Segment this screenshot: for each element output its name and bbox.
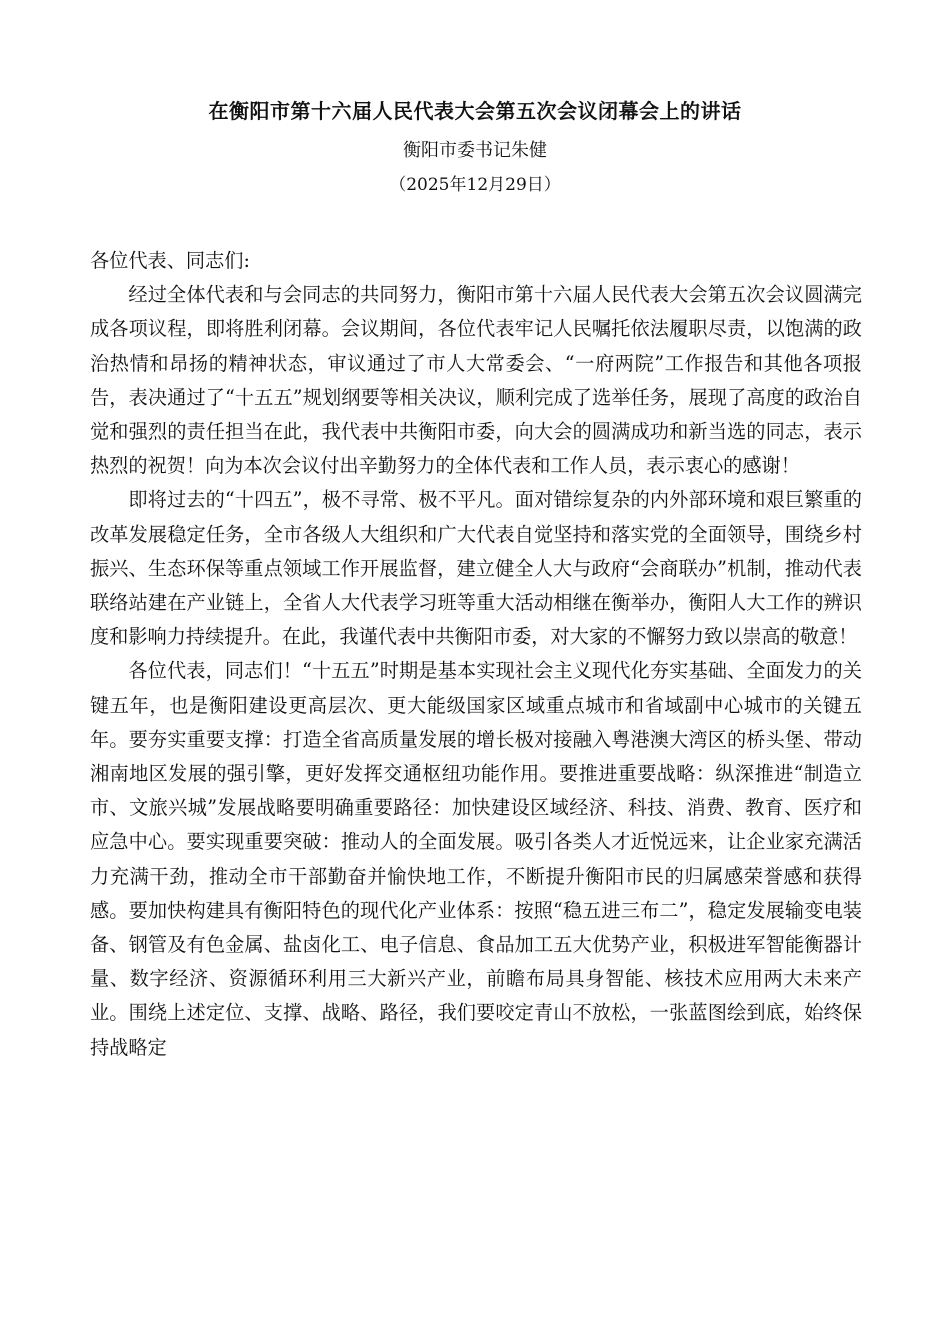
- speech-author: 衡阳市委书记朱健: [403, 140, 547, 161]
- salutation: 各位代表、同志们:: [90, 249, 250, 272]
- speech-title: 在衡阳市第十六届人民代表大会第五次会议闭幕会上的讲话: [208, 99, 742, 123]
- paragraph-3: 各位代表，同志们！“十五五”时期是基本实现社会主义现代化夯实基础、全面发力的关键五年，也是衡阳建设更高层次、更大能级国家区域重点城市和省域副中心城市的关键五年。要夯实重要支撑：打造全省高质量发展的增长极对接融入粤港澳大湾区的桥头堡、带动湘南地区发展的强引擎，更好发挥交通枢纽功能作用。要推进重要战略：纵深推进“制造立市、文旅兴城”发展战略要明确重要路径：加快建设区域经济、科技、消费、教育、医疗和应急中心。要实现重要突破：推动人的全面发展。吸引各类人才近悦远来，让企业家充满活力充满干劲，推动全市干部勤奋并愉快地工作，不断提升衡阳市民的归属感荣誉感和获得感。要加快构建具有衡阳特色的现代化产业体系：按照“稳五进三布二”，稳定发展输变电装备、钢管及有色金属、盐卤化工、电子信息、食品加工五大优势产业，积极进军智能衡器计量、数字经济、资源循环利用三大新兴产业，前瞻布局具身智能、核技术应用两大未来产业。围绕上述定位、支撑、战略、路径，我们要咬定青山不放松，一张蓝图绘到底，始终保持战略定: [90, 659, 862, 1059]
- speech-body: [90, 244, 862, 1065]
- paragraph-2: 即将过去的“十四五”，极不寻常、极不平凡。面对错综复杂的内外部环境和艰巨繁重的改革发展稳定任务，全市各级人大组织和广大代表自觉坚持和落实党的全面领导，围绕乡村振兴、生态环保等重点领域工作开展监督，建立健全人大与政府“会商联办”机制，推动代表联络站建在产业链上，全省人大代表学习班等重大活动相继在衡举办，衡阳人大工作的辨识度和影响力持续提升。在此，我谨代表中共衡阳市委，对大家的不懈努力致以崇高的敬意！: [90, 488, 862, 649]
- paragraph-1: 经过全体代表和与会同志的共同努力，衡阳市第十六届人民代表大会第五次会议圆满完成各项议程，即将胜利闭幕。会议期间，各位代表牢记人民嘱托依法履职尽责，以饱满的政治热情和昂扬的精神状态，审议通过了市人大常委会、“一府两院”工作报告和其他各项报告，表决通过了“十五五”规划纲要等相关决议，顺利完成了选举任务，展现了高度的政治自觉和强烈的责任担当在此，我代表中共衡阳市委，向大会的圆满成功和新当选的同志，表示热烈的祝贺！向为本次会议付出辛勤努力的全体代表和工作人员，表示衷心的感谢！: [90, 283, 862, 478]
- speech-date: （2025年12月29日）: [389, 175, 561, 195]
